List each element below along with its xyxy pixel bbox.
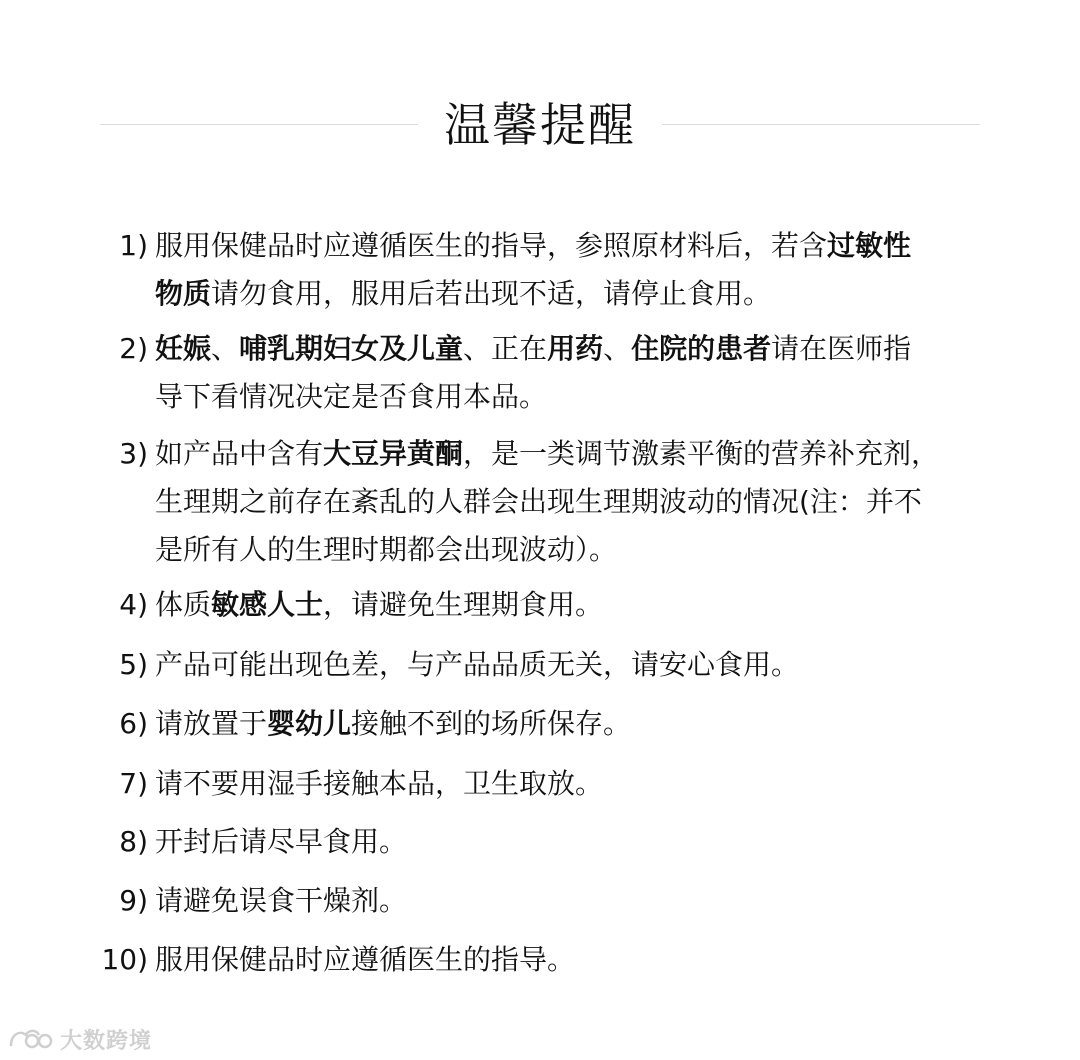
item-text	[155, 430, 995, 574]
item-text-line	[155, 526, 995, 574]
item-text-line	[155, 478, 995, 526]
body-text: 体质	[155, 588, 212, 621]
emphasis-text: 用药	[547, 332, 604, 365]
item-text-line	[155, 581, 995, 629]
item-number: 10)	[101, 943, 148, 976]
item-text-line	[155, 430, 995, 478]
page-title: 温馨提醒	[444, 98, 636, 152]
body-text: 请放置于	[155, 707, 268, 740]
item-text-line	[155, 818, 995, 866]
body-text: 请在医师指	[771, 332, 912, 365]
body-text: 服用保健品时应遵循医生的指导。	[155, 943, 576, 976]
body-text: 导下看情况决定是否食用本品。	[155, 380, 548, 413]
body-text: 是所有人的生理时期都会出现波动）。	[155, 533, 618, 566]
emphasis-text: 住院的患者	[631, 332, 772, 365]
item-number: 7)	[119, 767, 148, 800]
item-text-line	[155, 222, 995, 270]
emphasis-text: 物质	[155, 277, 212, 310]
item-text	[155, 700, 995, 748]
item-number: 9)	[119, 884, 148, 917]
item-text-line	[155, 270, 995, 318]
item-text-line	[155, 700, 995, 748]
body-text: 、正在	[463, 332, 548, 365]
item-text	[155, 877, 995, 925]
item-number: 8)	[119, 825, 148, 858]
item-text-line	[155, 373, 995, 421]
emphasis-text: 敏感人士	[211, 588, 324, 621]
item-number: 3)	[119, 437, 148, 470]
body-text: 开封后请尽早食用。	[155, 825, 408, 858]
watermark-text: 大数跨境	[60, 1028, 153, 1054]
body-text: ，是一类调节激素平衡的营养补充剂，	[463, 437, 940, 470]
item-text	[155, 581, 995, 629]
body-text: 请避免误食干燥剂。	[155, 884, 408, 917]
dashuju-logo-icon	[8, 1026, 54, 1052]
item-text	[155, 325, 995, 421]
item-text	[155, 641, 995, 689]
body-text: 生理期之前存在紊乱的人群会出现生理期波动的情况(注：并不	[155, 485, 922, 518]
body-text: ，请避免生理期食用。	[323, 588, 604, 621]
title-divider-left	[100, 124, 418, 125]
item-number: 5)	[119, 648, 148, 681]
item-text-line	[155, 936, 995, 984]
body-text: 请勿食用，服用后若出现不适，请停止食用。	[211, 277, 772, 310]
item-text	[155, 936, 995, 984]
emphasis-text: 过敏性	[827, 229, 912, 262]
emphasis-text: 婴幼儿	[267, 707, 352, 740]
item-number: 4)	[119, 588, 148, 621]
body-text: 、	[603, 332, 632, 365]
body-text: 接触不到的场所保存。	[351, 707, 632, 740]
body-text: 、	[211, 332, 240, 365]
item-text-line	[155, 877, 995, 925]
item-text-line	[155, 641, 995, 689]
item-text-line	[155, 325, 995, 373]
title-divider-right	[662, 124, 980, 125]
emphasis-text: 大豆异黄酮	[323, 437, 464, 470]
item-number: 2)	[119, 332, 148, 365]
item-text	[155, 760, 995, 808]
item-number: 6)	[119, 707, 148, 740]
body-text: 服用保健品时应遵循医生的指导，参照原材料后，若含	[155, 229, 828, 262]
body-text: 请不要用湿手接触本品，卫生取放。	[155, 767, 604, 800]
item-text	[155, 818, 995, 866]
emphasis-text: 妊娠	[155, 332, 212, 365]
emphasis-text: 哺乳期妇女及儿童	[239, 332, 464, 365]
body-text: 如产品中含有	[155, 437, 324, 470]
watermark	[8, 1024, 152, 1054]
title-block	[0, 92, 1080, 162]
item-text-line	[155, 760, 995, 808]
item-text	[155, 222, 995, 318]
item-number: 1)	[119, 229, 148, 262]
body-text: 产品可能出现色差，与产品品质无关，请安心食用。	[155, 648, 800, 681]
